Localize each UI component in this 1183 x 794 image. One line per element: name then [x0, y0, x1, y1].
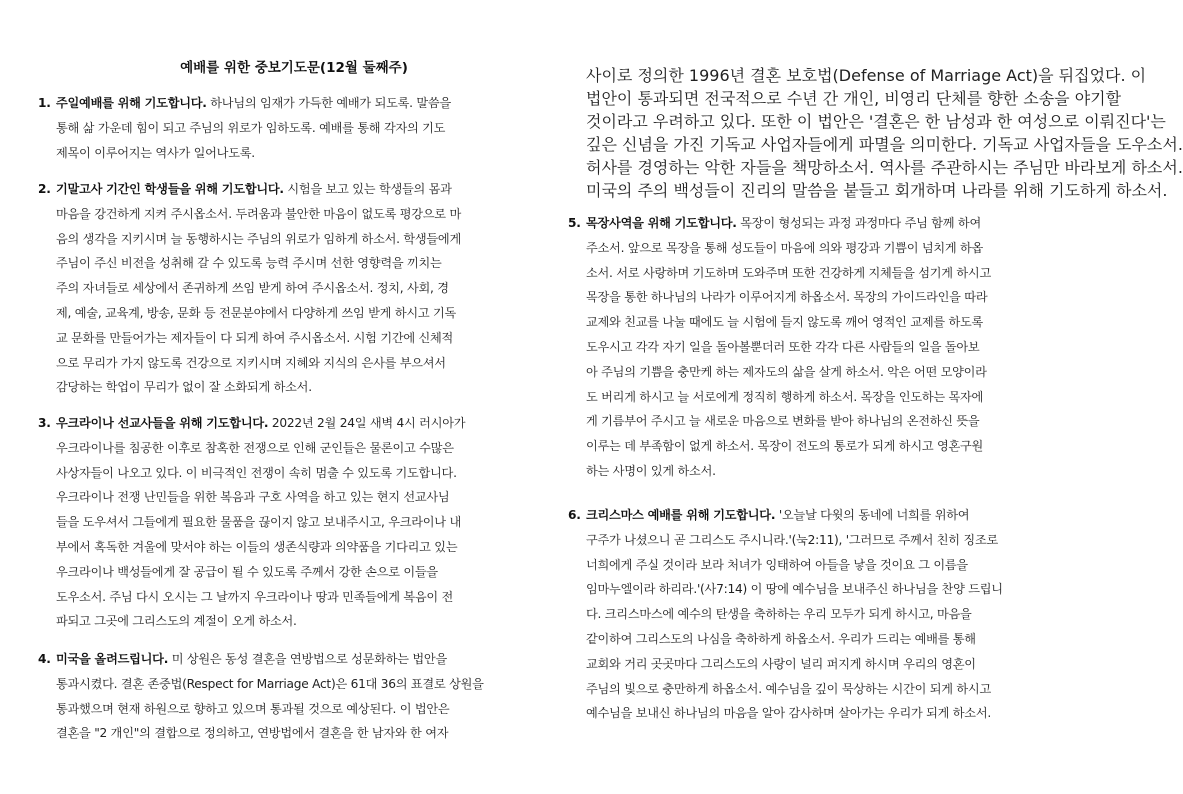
- item-text: 들을 도우셔서 그들에게 필요한 물품을 끊이지 않고 보내주시고, 우크라이나 내: [56, 515, 461, 530]
- item-text: 통해 삶 가운데 힘이 되고 주님의 위로가 임하도록. 예배를 통해 각자의 기도: [56, 120, 446, 135]
- text-line: [38, 202, 550, 227]
- item-paragraph: [38, 411, 550, 634]
- item-heading: 크리스마스 예배를 위해 기도합니다.: [586, 508, 776, 522]
- item-text: 주님이 주신 비전을 성취해 갈 수 있도록 능력 주시며 선한 영향력을 끼치는: [56, 256, 442, 271]
- text-line: [38, 436, 550, 461]
- item-text: 사이로 정의한 1996년 결혼 보호법(Defense of Marriage Act)을 뒤집었다. 이: [586, 66, 1147, 85]
- text-line: [38, 276, 550, 301]
- item-number: 1.: [38, 96, 51, 110]
- text-line: [38, 91, 550, 116]
- text-line: [568, 132, 1183, 155]
- text-line: [568, 285, 1078, 310]
- text-line: [38, 141, 550, 166]
- item-text: 임마누엘이라 하리라.'(사7:14) 이 땅에 예수님을 보내주신 하나님을 찬양 드립니: [586, 582, 1003, 597]
- item-text: 주의 자녀들로 세상에서 존귀하게 쓰임 받게 하여 주시옵소서. 정치, 사회, 경: [56, 281, 449, 296]
- item-text: 2022년 2월 24일 새벽 4시 러시아가: [268, 416, 466, 430]
- text-line: [568, 360, 1078, 385]
- item-text: 마음을 강건하게 지켜 주시옵소서. 두려움과 불안한 마음이 없도록 평강으로 마: [56, 206, 461, 221]
- text-line: [568, 236, 1078, 261]
- item-text: 너희에게 주실 것이라 보라 처녀가 잉태하여 아들을 낳을 것이요 그 이름을: [586, 557, 968, 572]
- text-line: [38, 411, 550, 436]
- item-text: 제, 예술, 교육계, 방송, 문화 등 전문분야에서 다양하게 쓰임 받게 하시고 기독: [56, 305, 457, 320]
- item-paragraph: [568, 211, 1078, 484]
- text-line: [568, 627, 1078, 652]
- item-text: 음의 생각을 지키시며 늘 동행하시는 주님의 위로가 임하게 하소서. 학생들에게: [56, 231, 461, 246]
- item-number: 3.: [38, 416, 51, 430]
- text-line: [38, 227, 550, 252]
- item-text: 소서. 서로 사랑하며 기도하며 도와주며 또한 건강하게 지체들을 섬기게 하시고: [586, 265, 991, 280]
- item-text: 부에서 혹독한 겨울에 맞서야 하는 이들의 생존식량과 의약품을 기다리고 있는: [56, 539, 458, 554]
- text-line: [38, 375, 550, 400]
- text-line: [38, 116, 550, 141]
- text-line: [38, 647, 550, 672]
- text-line: [38, 585, 550, 610]
- prayer-item: [568, 503, 1078, 726]
- item-text: 파되고 그곳에 그리스도의 계절이 오게 하소서.: [56, 614, 297, 629]
- item-text: 우크라이나 전쟁 난민들을 위한 복음과 구호 사역을 하고 있는 현지 선교사님: [56, 490, 450, 505]
- item-text: 통과했으며 현재 하원으로 향하고 있으며 통과될 것으로 예상된다. 이 법안은: [56, 701, 450, 716]
- text-line: [38, 461, 550, 486]
- item-text: 사상자들이 나오고 있다. 이 비극적인 전쟁이 속히 멈출 수 있도록 기도합니다.: [56, 465, 457, 480]
- item-number: 5.: [568, 216, 581, 230]
- page-title: 예배를 위한 중보기도문(12월 둘째주): [180, 60, 408, 76]
- item-text: 도우시고 각각 자기 일을 돌아볼뿐더러 또한 각각 다른 사람들의 일을 돌아보: [586, 339, 980, 354]
- text-line: [568, 577, 1078, 602]
- item-text: 우크라이나를 침공한 이후로 참혹한 전쟁으로 인해 군인들은 물론이고 수많은: [56, 440, 454, 455]
- item-text: 깊은 신념을 가진 기독교 사업자들에게 파멸을 의미한다. 기독교 사업자들을 도우소서.: [586, 135, 1183, 154]
- item-text: 감당하는 학업이 무리가 없이 잘 소화되게 하소서.: [56, 380, 312, 395]
- text-line: [38, 609, 550, 634]
- text-line: [38, 177, 550, 202]
- text-line: [568, 261, 1078, 286]
- item-text: 허사를 경영하는 악한 자들을 책망하소서. 역사를 주관하시는 주님만 바라보게 하소서.: [586, 158, 1183, 177]
- text-line: [38, 535, 550, 560]
- item-text: 주님의 빛으로 충만하게 하옵소서. 예수님을 깊이 묵상하는 시간이 되게 하시고: [586, 681, 991, 696]
- item-text: 결혼을 "2 개인"의 결합으로 정의하고, 연방법에서 결혼을 한 남자와 한 여자: [56, 726, 449, 741]
- text-line: [38, 485, 550, 510]
- item-text: 게 기름부어 주시고 늘 새로운 마음으로 변화를 받아 하나님의 온전하신 뜻을: [586, 414, 980, 429]
- item-text: 예수님을 보내신 하나님의 마음을 알아 감사하며 살아가는 우리가 되게 하소서.: [586, 706, 991, 721]
- text-line: [38, 351, 550, 376]
- text-line: [38, 721, 550, 746]
- text-line: [38, 301, 550, 326]
- text-line: [38, 510, 550, 535]
- item-text: 교회와 거리 곳곳마다 그리스도의 사랑이 널리 퍼지게 하시며 우리의 영혼이: [586, 656, 976, 671]
- item-number: 4.: [38, 652, 51, 666]
- text-line: [568, 109, 1166, 132]
- item-text: 법안이 통과되면 전국적으로 수년 간 개인, 비영리 단체를 향한 소송을 야기할: [586, 89, 1122, 108]
- text-line: [568, 528, 1078, 553]
- text-line: [568, 602, 1078, 627]
- text-line: [568, 310, 1078, 335]
- item-text: 교 문화를 만들어가는 제자들이 다 되게 하여 주시옵소서. 시험 기간에 신체적: [56, 330, 454, 345]
- item-heading: 기말고사 기간인 학생들을 위해 기도합니다.: [56, 182, 284, 196]
- item-text: 하는 사명이 있게 하소서.: [586, 463, 716, 478]
- item-text: 도우소서. 주님 다시 오시는 그 날까지 우크라이나 땅과 민족들에게 복음이 전: [56, 589, 454, 604]
- item-text: 교제와 친교를 나눌 때에도 늘 시험에 들지 않도록 깨어 영적인 교제를 하도록: [586, 315, 984, 330]
- item-heading: 미국을 올려드립니다.: [56, 652, 169, 666]
- text-line: [568, 701, 1078, 726]
- item-paragraph: [38, 647, 550, 746]
- item-text: 미국의 주의 백성들이 진리의 말씀을 붙들고 회개하며 나라를 위해 기도하게 하소서.: [586, 181, 1168, 200]
- item-4-continuation: [568, 47, 1183, 217]
- prayer-item: [38, 91, 550, 165]
- item-paragraph-continued: [568, 63, 1183, 201]
- item-text: 것이라고 우려하고 있다. 또한 이 법안은 '결혼은 한 남성과 한 여성으로 이뤄진다'는: [586, 112, 1166, 131]
- item-text: 통과시켰다. 결혼 존중법(Respect for Marriage Act)은 61대 36의 표결로 상원을: [56, 676, 484, 691]
- item-paragraph: [38, 91, 550, 165]
- item-text: 아 주님의 기쁨을 충만케 하는 제자도의 삶을 살게 하소서. 악은 어떤 모양이라: [586, 364, 987, 379]
- item-heading: 우크라이나 선교사들을 위해 기도합니다.: [56, 416, 269, 430]
- text-line: [568, 677, 1078, 702]
- text-line: [568, 86, 1122, 109]
- item-text: 목장이 형성되는 과정 과정마다 주님 함께 하여: [736, 216, 981, 230]
- item-number: 2.: [38, 182, 51, 196]
- text-line: [568, 335, 1078, 360]
- text-line: [568, 63, 1147, 86]
- item-heading: 주일예배를 위해 기도합니다.: [56, 96, 207, 110]
- text-line: [568, 459, 1078, 484]
- item-text: 목장을 통한 하나님의 나라가 이루어지게 하옵소서. 목장의 가이드라인을 따라: [586, 290, 988, 305]
- item-text: '오늘날 다윗의 동네에 너희를 위하여: [775, 508, 970, 522]
- prayer-item: [38, 411, 550, 634]
- item-text: 시험을 보고 있는 학생들의 몸과: [283, 182, 452, 196]
- text-line: [568, 385, 1078, 410]
- text-line: [568, 409, 1078, 434]
- item-text: 이루는 데 부족함이 없게 하소서. 목장이 전도의 통로가 되게 하시고 영혼구원: [586, 439, 984, 454]
- text-line: [568, 434, 1078, 459]
- prayer-item: [568, 211, 1078, 484]
- item-text: 주소서. 앞으로 목장을 통해 성도들이 마음에 의와 평강과 기쁨이 넘치게 하옵: [586, 240, 984, 255]
- item-text: 도 버리게 하시고 늘 서로에게 정직히 행하게 하소서. 목장을 인도하는 목자에: [586, 389, 984, 404]
- item-text: 다. 크리스마스에 예수의 탄생을 축하하는 우리 모두가 되게 하시고, 마음을: [586, 607, 972, 622]
- text-line: [38, 672, 550, 697]
- text-line: [38, 251, 550, 276]
- prayer-item: [38, 647, 550, 746]
- item-heading: 목장사역을 위해 기도합니다.: [586, 216, 737, 230]
- item-text: 으로 무리가 가지 않도록 건강으로 지키시며 지혜와 지식의 은사를 부으셔서: [56, 355, 446, 370]
- text-line: [568, 553, 1078, 578]
- text-line: [568, 155, 1183, 178]
- text-line: [38, 326, 550, 351]
- item-text: 미 상원은 동성 결혼을 연방법으로 성문화하는 법안을: [168, 652, 447, 666]
- text-line: [38, 697, 550, 722]
- item-text: 하나님의 임재가 가득한 예배가 되도록. 말씀을: [206, 96, 451, 110]
- item-text: 우크라이나 백성들에게 잘 공급이 될 수 있도록 주께서 강한 손으로 이들을: [56, 564, 438, 579]
- item-text: 같이하여 그리스도의 나심을 축하하게 하옵소서. 우리가 드리는 예배를 통해: [586, 631, 976, 646]
- text-line: [38, 560, 550, 585]
- item-paragraph: [38, 177, 550, 400]
- item-text: 구주가 나셨으니 곧 그리스도 주시니라.'(눅2:11), '그러므로 주께서 친히 징조로: [586, 532, 998, 547]
- text-line: [568, 503, 1078, 528]
- text-line: [568, 178, 1168, 201]
- item-number: 6.: [568, 508, 581, 522]
- text-line: [568, 652, 1078, 677]
- item-paragraph: [568, 503, 1078, 726]
- item-text: 제목이 이루어지는 역사가 일어나도록.: [56, 145, 255, 160]
- prayer-item: [38, 177, 550, 400]
